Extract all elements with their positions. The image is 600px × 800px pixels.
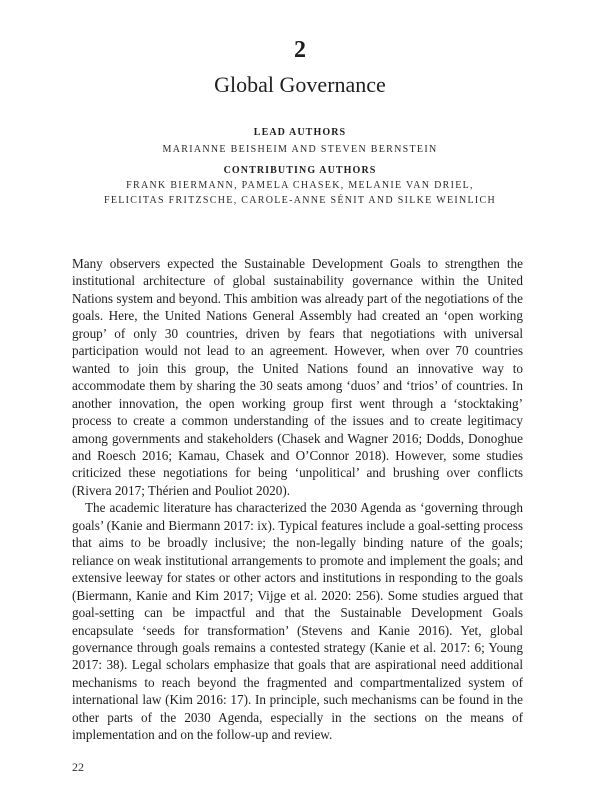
chapter-number: 2 [294,37,306,63]
contributing-authors-heading: CONTRIBUTING AUTHORS [223,165,377,176]
lead-authors-names: MARIANNE BEISHEIM AND STEVEN BERNSTEIN [162,144,438,155]
contributing-authors-names-line2: FELICITAS FRITZSCHE, CAROLE-ANNE SÉNIT AND SILKE WEINLICH [103,194,497,206]
chapter-title: Global Governance [214,72,386,97]
paragraph: Many observers expected the Sustainable Development Goals to strengthen the institutional architecture of global sustainability governance within the United Nations system and beyond. This ambition was already part of the negotiations of the goals. Here, the United Nations General Assembly had created an ‘open working group’ of only 30 countries, driven by fears that negotiations with universal participation would not lead to an agreement. However, when over 70 countries wanted to join this group, the United Nations found an innovative way to accommodate them by sharing the 30 seats among ‘duos’ and ‘trios’ of countries. In another innovation, the open working group first went through a ‘stocktaking’ process to create a common understanding of the issues and to create legitimacy among governments and stakeholders (Chasek and Wagner 2016; Dodds, Donoghue and Roesch 2016; Kamau, Chasek and O’Connor 2018). However, some studies criticized these negotiations for being ‘unpolitical’ and brushing over conflicts (Rivera 2017; Thérien and Pouliot 2020). [72,256,523,498]
paragraph: The academic literature has characterized the 2030 Agenda as ‘governing through goals’ (Kanie and Biermann 2017: ix). Typical features include a goal-setting process that aims to be broadly inclusive; the non-legally binding nature of the goals; reliance on weak institutional arrangements to promote and implement the goals; and extensive leeway for states or other actors and institutions in responding to the goals (Biermann, Kanie and Kim 2017; Vijge et al. 2020: 256). Some studies argued that goal-setting can be impactful and that the Sustainable Development Goals encapsulate ‘seeds for transformation’ (Stevens and Kanie 2016). Yet, global governance through goals remains a contested strategy (Kanie et al. 2017: 6; Young 2017: 38). Legal scholars emphasize that goals that are aspirational need additional mechanisms to reach beyond the fragmented and compartmentalized system of international law (Kim 2016: 17). In principle, such mechanisms can be found in the other parts of the 2030 Agenda, especially in the sections on the means of implementation and on the follow-up and review. [72,500,523,743]
contributing-authors-names-line1: FRANK BIERMANN, PAMELA CHASEK, MELANIE VAN DRIEL, [126,180,474,191]
body-text [72,255,523,744]
page-number: 22 [72,760,84,774]
lead-authors-heading: LEAD AUTHORS [253,127,347,138]
